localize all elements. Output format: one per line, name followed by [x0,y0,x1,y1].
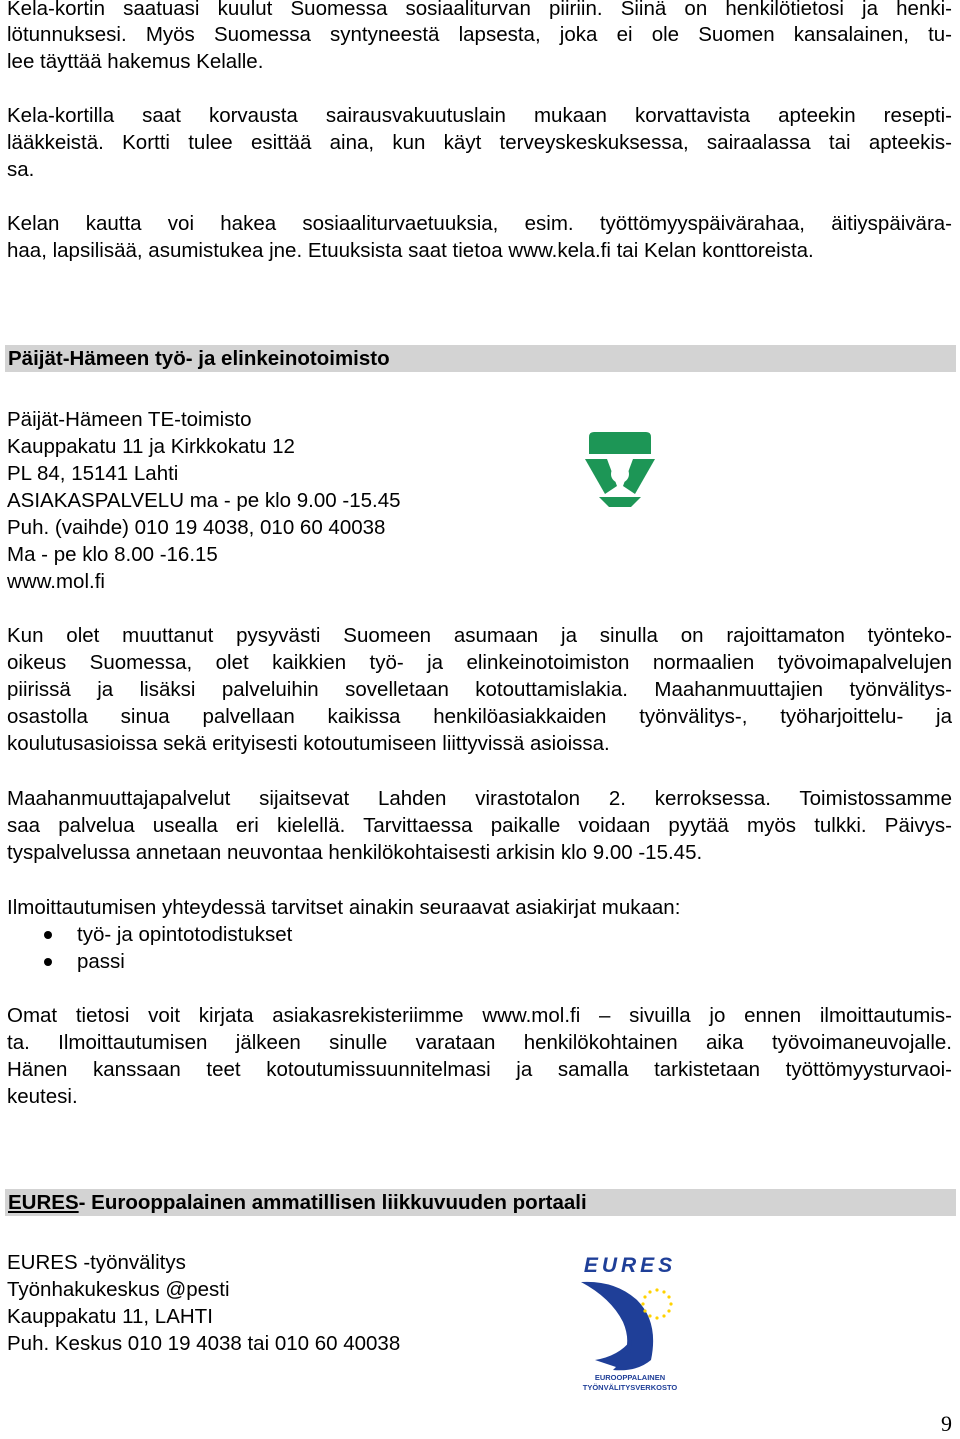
te-address-line: Kauppakatu 11 ja Kirkkokatu 12 [7,435,295,458]
te-section-heading: Päijät-Hämeen työ- ja elinkeinotoimisto [5,345,956,372]
te-p1-line: Kun olet muuttanut pysyvästi Suomeen asumaan ja sinulla on rajoittamaton työnteko- [7,624,952,647]
te-p2-line: saa palvelua usealla eri kielellä. Tarvittaessa paikalle voidaan pyytää myös tulkki. Päivys- [7,814,952,837]
eures-logo [575,1252,685,1394]
te-website-link[interactable]: www.mol.fi [7,570,105,593]
eures-caption-line2: TYÖNVÄLITYSVERKOSTO [582,1383,678,1392]
document-item: passi [77,950,125,973]
eures-logo-text: EURES [583,1254,677,1277]
te-p1-line: osastolla sinua palvellaan kaikissa henkilöasiakkaiden työnvälitys-, työharjoittelu- ja [7,705,952,728]
kela-p1-line2: lötunnuksesi. Myös Suomessa syntyneestä lapsesta, joka ei ole Suomen kansalainen, tu- [7,23,952,46]
te-p2-line: tyspalvelussa annetaan neuvontaa henkilökohtaisesti arkisin klo 9.00 -15.45. [7,841,703,864]
kela-p3-line1: Kelan kautta voi hakea sosiaaliturvaetuuksia, esim. työttömyyspäivärahaa, äitiyspäivära- [7,212,952,235]
te-p1-line: oikeus Suomessa, olet kaikkien työ- ja elinkeinotoimiston normaalien työvoimapalvelujen [7,651,952,674]
documents-intro: Ilmoittautumisen yhteydessä tarvitset ainakin seuraavat asiakirjat mukaan: [7,896,681,919]
eures-section-heading: EURES- Eurooppalainen ammatillisen liikkuvuuden portaali [5,1189,956,1216]
te-p4-line: keutesi. [7,1085,78,1108]
eures-address-line: Kauppakatu 11, LAHTI [7,1305,213,1328]
te-address-line: ASIAKASPALVELU ma - pe klo 9.00 -15.45 [7,489,401,512]
page-number: 9 [941,1411,952,1436]
kela-p1-line1: Kela-kortin saatuasi kuulut Suomessa sosiaaliturvan piiriin. Siinä on henkilötietosi ja henki- [7,0,952,20]
kela-p3-line2: haa, lapsilisää, asumistukea jne. Etuuksista saat tietoa www.kela.fi tai Kelan konttoreista. [7,239,814,262]
eures-address-line: EURES -työnvälitys [7,1251,186,1274]
te-address-line: Ma - pe klo 8.00 -16.15 [7,543,218,566]
te-address-line: Puh. (vaihde) 010 19 4038, 010 60 40038 [7,516,386,539]
eures-address-line: Työnhakukeskus @pesti [7,1278,230,1301]
document-item: työ- ja opintotodistukset [77,923,293,946]
bullet-icon [44,958,52,966]
kela-p1-line3: lee täyttää hakemus Kelalle. [7,50,264,73]
te-p4-line: ta. Ilmoittautumisen jälkeen sinulle varataan henkilökohtainen aika työvoimaneuvojalle. [7,1031,952,1054]
kela-p2-line3: sa. [7,158,35,181]
kela-p2-line2: lääkkeistä. Kortti tulee esittää aina, kun käyt terveyskeskuksessa, sairaalassa tai apteekis- [7,131,952,154]
te-p1-line: koulutusasioissa sekä erityisesti kotoutumiseen liittyvissä asioissa. [7,732,610,755]
te-p1-line: piirissä ja lisäksi palveluihin sovelletaan kotouttamislakia. Maahanmuuttajien työnvälitys- [7,678,952,701]
kela-p2-line1: Kela-kortilla saat korvausta sairausvakuutuslain mukaan korvattavista apteekin resepti- [7,104,952,127]
te-p4-line: Omat tietosi voit kirjata asiakasrekisteriimme www.mol.fi – sivuilla jo ennen ilmoittautumis- [7,1004,952,1027]
te-office-logo [585,432,655,507]
eures-caption-line1: EUROOPPALAINEN [594,1373,666,1382]
eures-address-line: Puh. Keskus 010 19 4038 tai 010 60 40038 [7,1332,401,1355]
te-p4-line: Hänen kanssaan teet kotoutumissuunnitelmasi ja samalla tarkistetaan työttömyysturvaoi- [7,1058,952,1081]
te-address-line: Päijät-Hämeen TE-toimisto [7,408,252,431]
bullet-icon [44,931,52,939]
te-address-line: PL 84, 15141 Lahti [7,462,179,485]
te-p2-line: Maahanmuuttajapalvelut sijaitsevat Lahden virastotalon 2. kerroksessa. Toimistossamme [7,787,952,810]
